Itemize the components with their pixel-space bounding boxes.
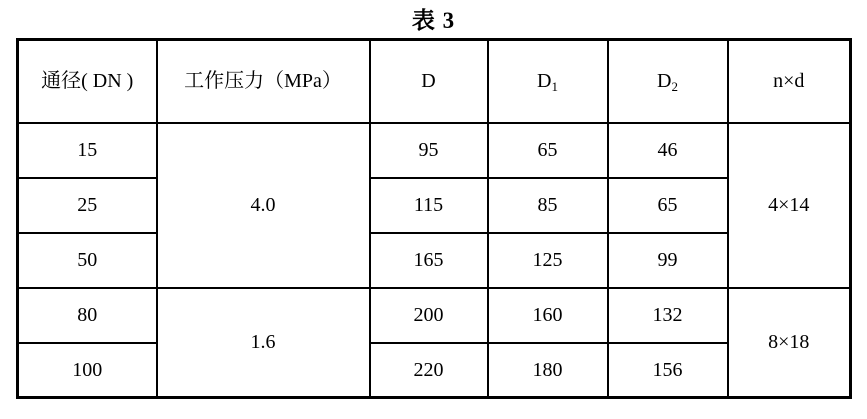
col-header-pressure: 工作压力（MPa） xyxy=(157,40,370,123)
cell-pressure-group1: 4.0 xyxy=(157,123,370,288)
cell-dn: 50 xyxy=(18,233,157,288)
table-header-row xyxy=(18,40,851,123)
table-title: 表 3 xyxy=(411,8,456,33)
cell-d2: 156 xyxy=(608,343,728,398)
cell-d1: 160 xyxy=(488,288,608,343)
cell-d2: 132 xyxy=(608,288,728,343)
cell-d2: 65 xyxy=(608,178,728,233)
cell-dn: 15 xyxy=(18,123,157,178)
spec-table xyxy=(16,38,852,399)
cell-d1: 125 xyxy=(488,233,608,288)
col-header-d1 xyxy=(488,40,608,123)
table-row xyxy=(18,233,851,288)
col-header-d: D xyxy=(370,40,488,123)
col-header-dn: 通径( DN ) xyxy=(18,40,157,123)
col-header-nxd: n×d xyxy=(728,40,851,123)
cell-d: 220 xyxy=(370,343,488,398)
cell-dn: 25 xyxy=(18,178,157,233)
cell-d: 115 xyxy=(370,178,488,233)
cell-d1: 180 xyxy=(488,343,608,398)
d2-base: D xyxy=(657,70,672,93)
cell-d1: 85 xyxy=(488,178,608,233)
cell-pressure-group2: 1.6 xyxy=(157,288,370,398)
table-row xyxy=(18,343,851,398)
cell-d: 200 xyxy=(370,288,488,343)
cell-d1: 65 xyxy=(488,123,608,178)
table-row xyxy=(18,288,851,343)
cell-nxd-group1: 4×14 xyxy=(728,123,851,288)
cell-nxd-group2: 8×18 xyxy=(728,288,851,398)
d1-subscript: 1 xyxy=(551,79,558,95)
table-row xyxy=(18,123,851,178)
cell-d: 95 xyxy=(370,123,488,178)
d2-subscript: 2 xyxy=(671,79,678,95)
cell-dn: 100 xyxy=(18,343,157,398)
cell-d: 165 xyxy=(370,233,488,288)
cell-dn: 80 xyxy=(18,288,157,343)
d1-base: D xyxy=(537,70,552,93)
cell-d2: 46 xyxy=(608,123,728,178)
table-row xyxy=(18,178,851,233)
cell-d2: 99 xyxy=(608,233,728,288)
col-header-d2 xyxy=(608,40,728,123)
